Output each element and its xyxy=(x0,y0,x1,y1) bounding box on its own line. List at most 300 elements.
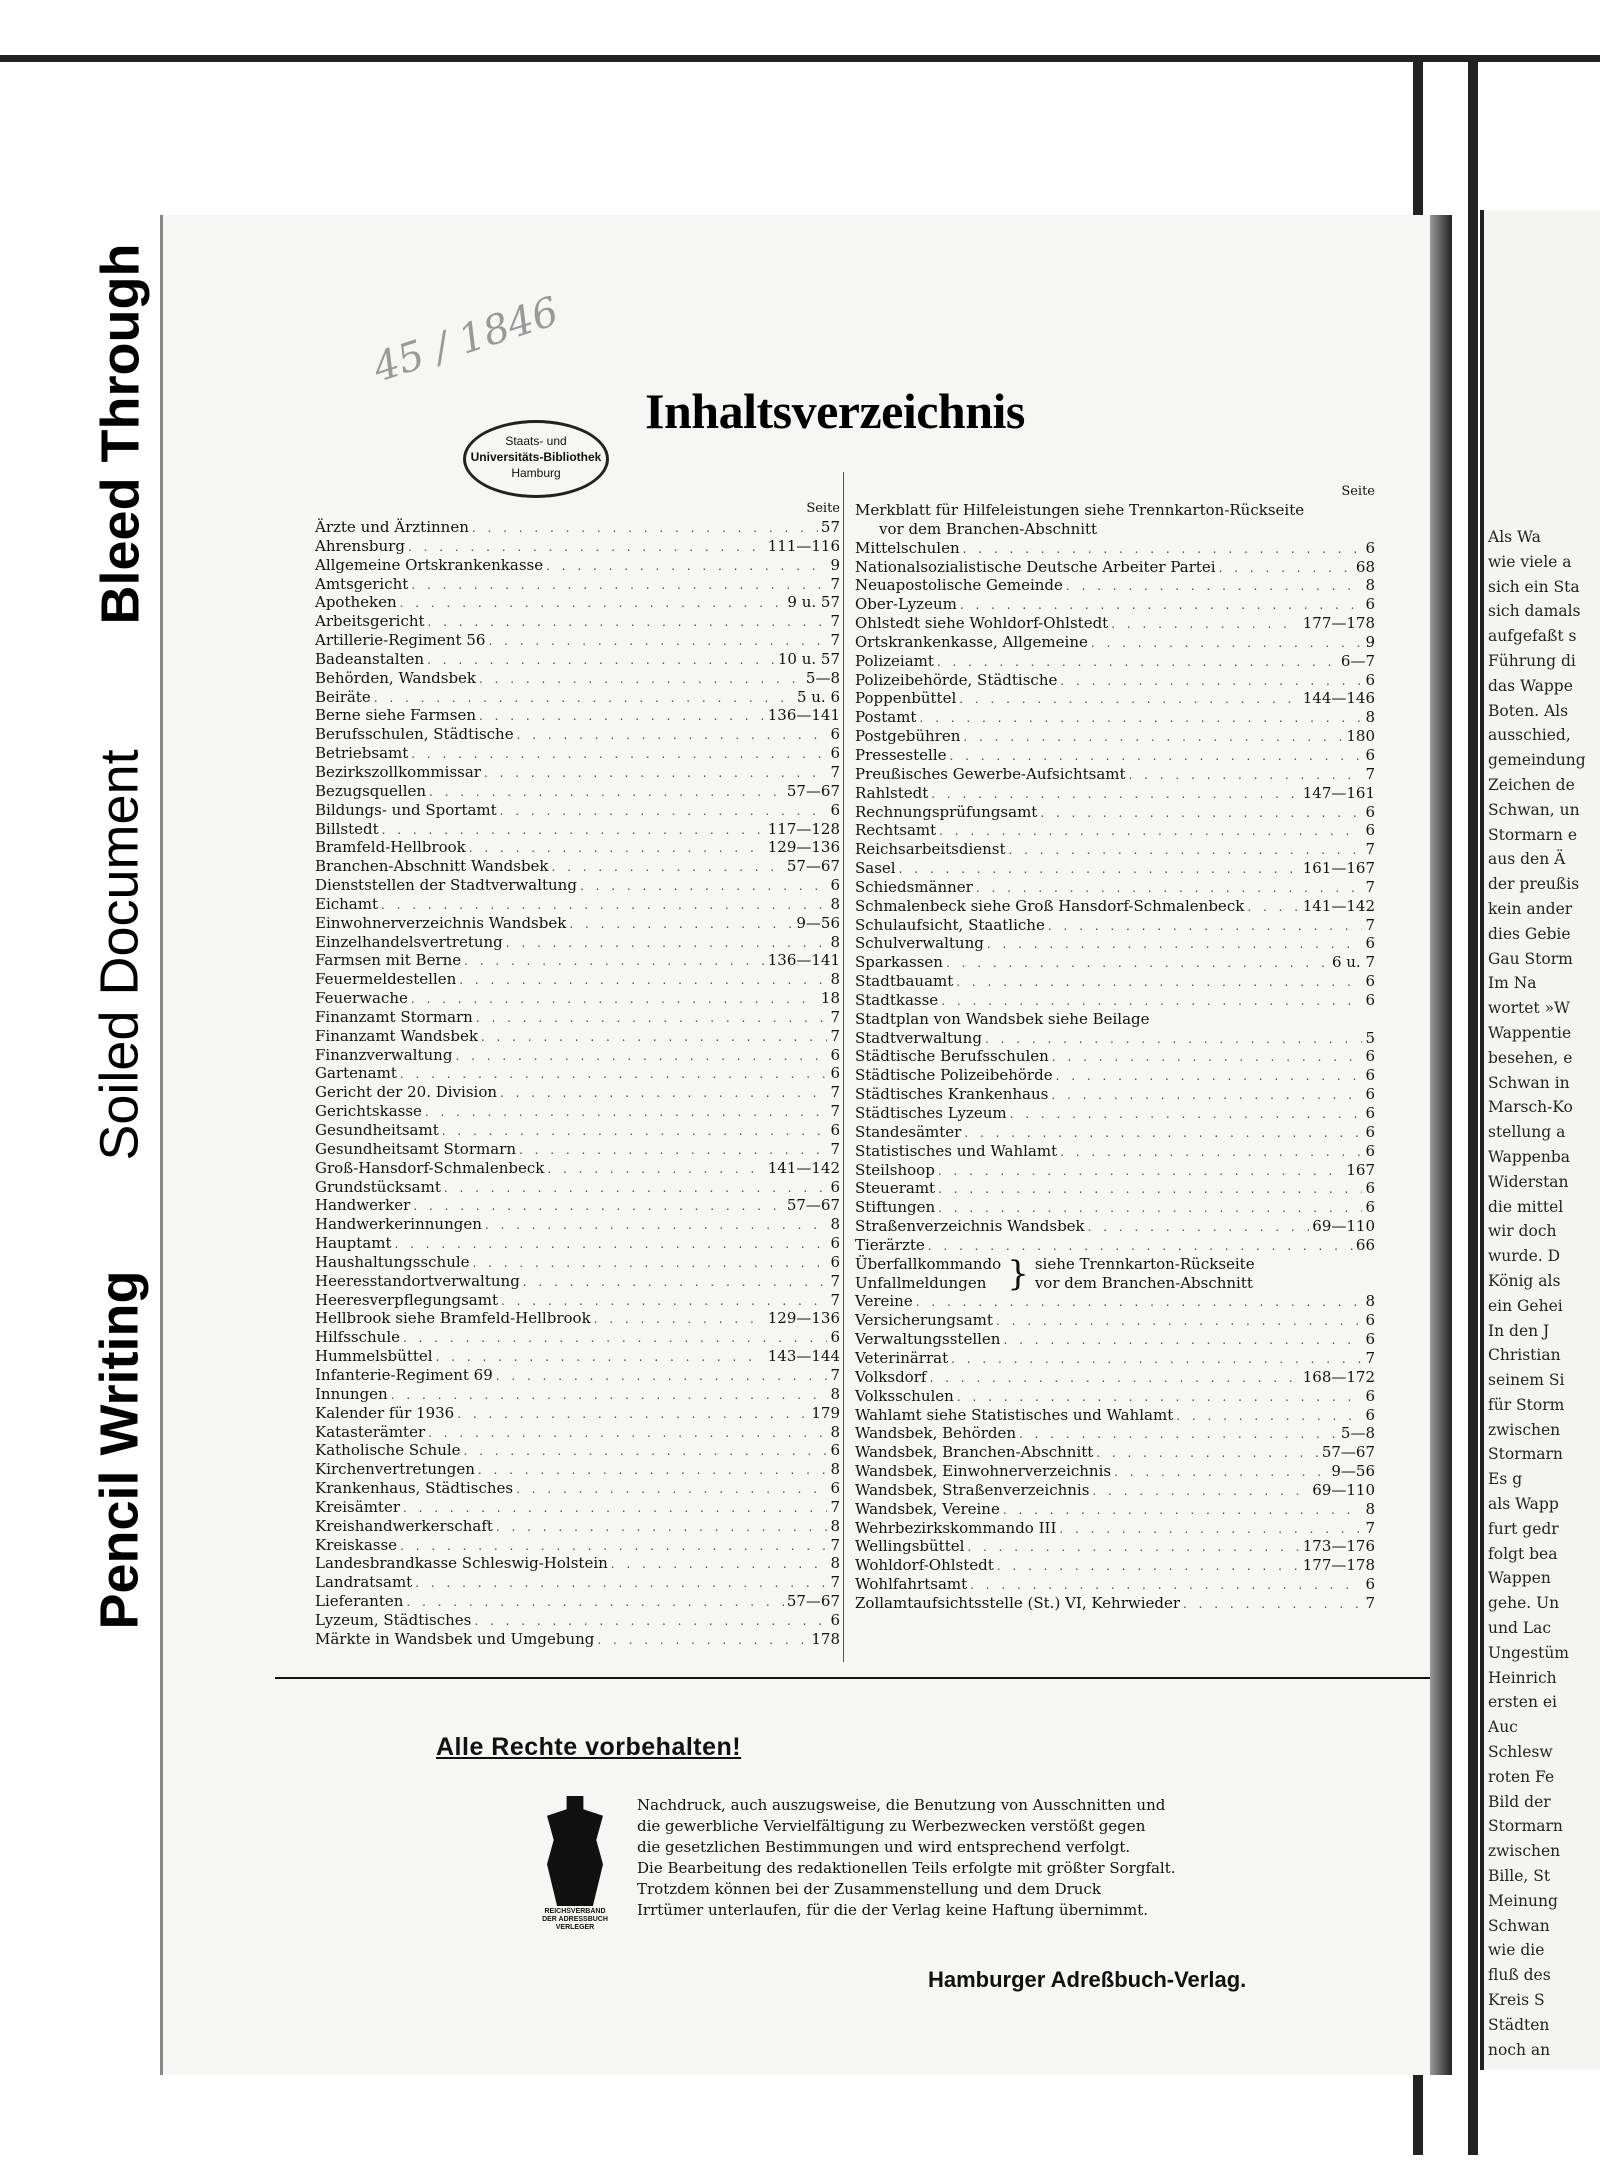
entry-title: Gartenamt xyxy=(315,1064,397,1083)
dot-leader xyxy=(411,576,827,595)
dot-leader xyxy=(959,690,1299,709)
entry-page: 8 xyxy=(1365,576,1375,595)
entry-page: 8 xyxy=(830,1422,840,1441)
facing-page-line: Stormarn e xyxy=(1488,825,1578,844)
entry-page: 8 xyxy=(830,970,840,989)
index-entry xyxy=(315,1083,840,1102)
facing-page-line: aus den Ä xyxy=(1488,850,1566,869)
dot-leader xyxy=(391,1386,828,1405)
entry-page: 6 xyxy=(830,1328,840,1347)
seite-header: Seite xyxy=(806,501,840,516)
logo-caption-line: DER ADRESSBUCH xyxy=(542,1916,608,1923)
entry-page: 6—7 xyxy=(1340,651,1375,670)
entry-page: 10 u. 57 xyxy=(777,649,840,668)
facing-page-line: Schwan in xyxy=(1488,1073,1570,1092)
index-entry xyxy=(855,784,1375,803)
index-entry xyxy=(315,1328,840,1347)
facing-page-line: furt gedr xyxy=(1488,1519,1559,1538)
entry-page: 8 xyxy=(830,1554,840,1573)
index-entry xyxy=(855,972,1375,991)
dot-leader xyxy=(931,785,1299,804)
entry-title: Schiedsmänner xyxy=(855,877,973,896)
stamp-line: Hamburg xyxy=(511,466,561,480)
dot-leader xyxy=(476,1009,828,1028)
index-entry xyxy=(855,1161,1375,1180)
index-entry xyxy=(315,669,840,688)
entry-page: 7 xyxy=(830,1083,840,1102)
dot-leader xyxy=(429,783,784,802)
entry-title: Schulaufsicht, Staatliche xyxy=(855,915,1045,934)
entry-title: Behörden, Wandsbek xyxy=(315,668,477,687)
index-entry xyxy=(855,652,1375,671)
dot-leader xyxy=(1088,1218,1310,1237)
index-entry xyxy=(315,1347,840,1366)
index-entry xyxy=(855,803,1375,822)
entry-title: Hilfsschule xyxy=(315,1328,401,1347)
entry-page: 6 xyxy=(1365,1066,1375,1085)
entry-title: Vereine xyxy=(855,1292,913,1311)
facing-page-line: dies Gebie xyxy=(1488,924,1571,943)
index-entry xyxy=(855,1029,1375,1048)
entry-title: Wandsbek, Vereine xyxy=(855,1499,1000,1518)
index-entry xyxy=(855,1481,1375,1500)
entry-page: 8 xyxy=(830,1384,840,1403)
entry-page: 7 xyxy=(1365,764,1375,783)
facing-page-line: Stormarn xyxy=(1488,1817,1563,1836)
entry-title: Steilshoop xyxy=(855,1160,935,1179)
entry-title: Amtsgericht xyxy=(315,574,409,593)
facing-page-line: In den J xyxy=(1488,1321,1550,1340)
entry-page: 7 xyxy=(830,762,840,781)
entry-page: 57—67 xyxy=(786,857,840,876)
dot-leader xyxy=(395,1235,828,1254)
index-entry xyxy=(315,518,840,537)
entry-page: 6 xyxy=(1365,802,1375,821)
entry-title: Wohldorf-Ohlstedt xyxy=(855,1556,994,1575)
dot-leader xyxy=(403,1329,827,1348)
entry-title: Schulverwaltung xyxy=(855,934,984,953)
entry-page: 69—110 xyxy=(1312,1217,1375,1236)
entry-page: 129—136 xyxy=(767,1309,840,1328)
dot-leader xyxy=(496,1518,828,1537)
entry-title: Poppenbüttel xyxy=(855,689,957,708)
entry-title: Stadtplan von Wandsbek siehe Beilage xyxy=(855,1009,1150,1028)
dot-leader xyxy=(1056,1067,1363,1086)
dot-leader xyxy=(1114,1463,1328,1482)
dot-leader xyxy=(382,821,765,840)
entry-title: Finanzamt Wandsbek xyxy=(315,1026,478,1045)
dot-leader xyxy=(970,1576,1362,1595)
index-entry xyxy=(315,1046,840,1065)
stamp-line: Universitäts-Bibliothek xyxy=(470,450,602,464)
dot-leader xyxy=(928,1237,1353,1256)
entry-page: 57—67 xyxy=(786,781,840,800)
index-entry xyxy=(315,1178,840,1197)
dot-leader xyxy=(501,1292,827,1311)
page-title: Inhaltsverzeichnis xyxy=(645,383,1025,439)
entry-page: 173—176 xyxy=(1302,1537,1375,1556)
brace-entry-label: Unfallmeldungen xyxy=(855,1273,987,1292)
entry-page: 136—141 xyxy=(767,706,840,725)
dot-leader xyxy=(496,1367,828,1386)
entry-title: Innungen xyxy=(315,1384,388,1403)
facing-page-text xyxy=(1488,525,1586,2062)
dot-leader xyxy=(1059,1520,1362,1539)
dot-leader xyxy=(488,632,827,651)
facing-page-line: wurde. D xyxy=(1488,1247,1561,1266)
entry-title: Beiräte xyxy=(315,687,371,706)
pencil-note: 45 / 1846 xyxy=(367,288,565,392)
dot-leader xyxy=(485,1216,828,1235)
dot-leader xyxy=(996,1312,1363,1331)
entry-page: 7 xyxy=(830,1007,840,1026)
facing-page-line: das Wappe xyxy=(1488,676,1573,695)
entry-title: Einwohnerverzeichnis Wandsbek xyxy=(315,913,567,932)
index-entry xyxy=(315,1630,840,1649)
entry-title: Groß-Hansdorf-Schmalenbeck xyxy=(315,1158,545,1177)
entry-title: Handwerker xyxy=(315,1196,411,1215)
entry-title: Landratsamt xyxy=(315,1573,413,1592)
entry-page: 7 xyxy=(1365,1518,1375,1537)
entry-title: Infanterie-Regiment 69 xyxy=(315,1365,493,1384)
dot-leader xyxy=(1129,766,1363,785)
facing-page-line: fluß des xyxy=(1488,1966,1551,1985)
entry-title: Hellbrook siehe Bramfeld-Hellbrook xyxy=(315,1309,591,1328)
entry-page: 6 xyxy=(1365,1104,1375,1122)
dot-leader xyxy=(469,839,765,858)
notice-line: Nachdruck, auch auszugsweise, die Benutzung von Ausschnitten und xyxy=(637,1796,1166,1814)
index-entry xyxy=(315,593,840,612)
entry-title: Standesämter xyxy=(855,1122,962,1141)
notice-line: Die Bearbeitung des redaktionellen Teils erfolgte mit größter Sorgfalt. xyxy=(637,1859,1176,1877)
facing-page-line: Wappenba xyxy=(1488,1147,1570,1166)
entry-page: 5—8 xyxy=(805,668,840,687)
dot-leader xyxy=(473,1254,828,1273)
facing-page-line: die mittel xyxy=(1488,1197,1564,1216)
dot-leader xyxy=(481,1028,828,1047)
entry-title: Feuerwache xyxy=(315,989,408,1008)
dot-leader xyxy=(403,1499,827,1518)
entry-page: 57—67 xyxy=(786,1592,840,1611)
entry-page: 7 xyxy=(830,1365,840,1384)
index-entry xyxy=(855,539,1375,558)
facing-page-line: Bild der xyxy=(1488,1792,1551,1811)
index-entry xyxy=(315,1479,840,1498)
index-entry xyxy=(855,1500,1375,1519)
page-gutter-shadow xyxy=(1430,215,1452,2075)
entry-page: 8 xyxy=(1365,708,1375,727)
entry-page: 6 xyxy=(1365,1141,1375,1160)
dot-leader xyxy=(411,745,827,764)
entry-page: 7 xyxy=(830,612,840,631)
index-entry xyxy=(855,765,1375,784)
dot-leader xyxy=(517,726,828,745)
entry-page: 9—56 xyxy=(1331,1462,1375,1481)
index-entry xyxy=(855,1123,1375,1142)
index-entry xyxy=(855,840,1375,859)
entry-page: 7 xyxy=(830,631,840,650)
dot-leader xyxy=(569,915,793,934)
facing-page-line: der preußis xyxy=(1488,875,1580,894)
entry-page: 141—142 xyxy=(1302,896,1375,915)
index-entry xyxy=(855,859,1375,878)
index-entry xyxy=(855,916,1375,935)
index-entry xyxy=(315,631,840,650)
entry-page: 6 xyxy=(1365,538,1375,557)
entry-title: Apotheken xyxy=(315,593,397,612)
entry-title: Kreishandwerkerschaft xyxy=(315,1516,493,1535)
entry-page: 6 xyxy=(1365,595,1375,614)
index-entry xyxy=(315,1234,840,1253)
entry-page: 9 xyxy=(1365,632,1375,651)
dot-leader xyxy=(963,540,1363,559)
index-entry xyxy=(855,671,1375,690)
index-entry xyxy=(315,537,840,556)
index-entry xyxy=(855,934,1375,953)
entry-page: 178 xyxy=(811,1629,840,1648)
index-entry xyxy=(855,1010,1375,1029)
dot-leader xyxy=(428,1424,827,1443)
entry-title: Sparkassen xyxy=(855,953,943,972)
logo-caption-line: REICHSVERBAND xyxy=(544,1908,606,1915)
facing-page-line: Heinrich xyxy=(1488,1668,1557,1687)
index-entry xyxy=(315,763,840,782)
entry-page: 6 xyxy=(1365,745,1375,764)
index-entry xyxy=(315,1196,840,1215)
notice-line: Irrtümer unterlaufen, für die der Verlag keine Haftung übernimmt. xyxy=(637,1901,1149,1919)
facing-page-line: Meinung xyxy=(1488,1891,1558,1910)
dot-leader xyxy=(960,596,1363,615)
index-entry xyxy=(315,1121,840,1140)
facing-page-line: ersten ei xyxy=(1488,1693,1557,1712)
index-entry xyxy=(855,1142,1375,1161)
entry-page: 6 xyxy=(1365,1330,1375,1349)
entry-title: Badeanstalten xyxy=(315,649,425,668)
dot-leader xyxy=(967,1538,1299,1557)
dot-leader xyxy=(408,538,765,557)
stamp-line: Staats- und xyxy=(505,434,567,448)
entry-page: 6 xyxy=(1365,1047,1375,1066)
dot-leader xyxy=(500,802,828,821)
dot-leader xyxy=(1051,1086,1362,1105)
entry-title: Neuapostolische Gemeinde xyxy=(855,576,1063,595)
index-entry xyxy=(855,1537,1375,1556)
dot-leader xyxy=(444,1179,828,1198)
entry-title: Bezugsquellen xyxy=(315,781,427,800)
entry-title: Veterinärrat xyxy=(855,1348,949,1367)
entry-page: 7 xyxy=(830,1139,840,1158)
entry-title: Wohlfahrtsamt xyxy=(855,1575,968,1594)
entry-title: Polizeibehörde, Städtische xyxy=(855,670,1058,689)
dot-leader xyxy=(1048,917,1363,936)
entry-page: 6 u. 7 xyxy=(1331,953,1375,972)
entry-page: 7 xyxy=(1365,915,1375,934)
entry-title: Bramfeld-Hellbrook xyxy=(315,838,466,857)
entry-page: 7 xyxy=(830,574,840,593)
entry-title: Dienststellen der Stadtverwaltung xyxy=(315,876,577,895)
dot-leader xyxy=(436,1348,765,1367)
index-entry xyxy=(315,725,840,744)
entry-page: 7 xyxy=(1365,1348,1375,1367)
side-label-bleed-through: Bleed Through xyxy=(78,218,162,650)
index-entry xyxy=(855,1085,1375,1104)
dot-leader xyxy=(472,519,818,538)
eagle-emblem-icon xyxy=(547,1796,603,1906)
entry-page: 6 xyxy=(830,1479,840,1498)
dot-leader xyxy=(479,707,765,726)
entry-page: 143—144 xyxy=(767,1347,840,1366)
facing-page-line: besehen, e xyxy=(1488,1048,1573,1067)
index-entry xyxy=(315,801,840,820)
entry-title: Farmsen mit Berne xyxy=(315,951,462,970)
entry-title: Bezirkszollkommissar xyxy=(315,762,481,781)
facing-page-line: wie die xyxy=(1488,1941,1545,1960)
column-divider xyxy=(843,472,844,1662)
dot-leader xyxy=(1052,1048,1363,1067)
facing-page-line: Städten xyxy=(1488,2015,1550,2034)
entry-title: Wandsbek, Straßenverzeichnis xyxy=(855,1480,1090,1499)
entry-page: 177—178 xyxy=(1302,1556,1375,1575)
entry-page: 136—141 xyxy=(767,951,840,970)
index-entry xyxy=(855,746,1375,765)
entry-title: Gerichtskasse xyxy=(315,1102,422,1121)
entry-title: Berufsschulen, Städtische xyxy=(315,725,514,744)
logo-caption-line: VERLEGER xyxy=(555,1924,595,1931)
rights-heading: Alle Rechte vorbehalten! xyxy=(436,1733,742,1761)
entry-title: Ortskrankenkasse, Allgemeine xyxy=(855,632,1088,651)
dot-leader xyxy=(516,1480,827,1499)
entry-page: 6 xyxy=(1365,1179,1375,1198)
index-entry xyxy=(855,1519,1375,1538)
dot-leader xyxy=(950,747,1363,766)
dot-leader xyxy=(919,709,1362,728)
index-entry xyxy=(855,821,1375,840)
facing-page-line: zwischen xyxy=(1488,1420,1561,1439)
facing-page-line: sich damals xyxy=(1488,602,1581,621)
entry-page: 177—178 xyxy=(1302,614,1375,633)
entry-title: Mittelschulen xyxy=(855,538,960,557)
facing-page-line: gemeindung xyxy=(1488,751,1586,770)
entry-page: 7 xyxy=(830,1573,840,1592)
dot-leader xyxy=(946,954,1329,973)
entry-page: 8 xyxy=(830,1460,840,1479)
index-entry xyxy=(855,727,1375,746)
entry-title: Kirchenvertretungen xyxy=(315,1460,475,1479)
index-entry xyxy=(855,953,1375,972)
facing-page-line: seinem Si xyxy=(1488,1371,1565,1390)
index-entry xyxy=(315,1309,840,1328)
entry-title: Wellingsbüttel xyxy=(855,1537,965,1556)
entry-title: Märkte in Wandsbek und Umgebung xyxy=(315,1629,595,1648)
entry-title: Heeresverpflegungsamt xyxy=(315,1290,499,1309)
index-entry xyxy=(315,556,840,575)
dot-leader xyxy=(987,935,1363,954)
entry-title: Stadtkasse xyxy=(855,990,939,1009)
dot-leader xyxy=(938,1180,1362,1199)
seite-header: Seite xyxy=(1341,484,1375,499)
entry-title: Gesundheitsamt xyxy=(315,1121,439,1139)
brace-entry xyxy=(855,1255,1375,1293)
dot-leader xyxy=(899,860,1300,879)
entry-title: Stiftungen xyxy=(855,1198,936,1217)
facing-page-line: Wappentie xyxy=(1488,1023,1572,1042)
index-column-right xyxy=(855,483,1375,1613)
brace-entry-reference: siehe Trennkarton-Rückseite xyxy=(1034,1254,1255,1273)
dot-leader xyxy=(1111,615,1300,634)
entry-title: Pressestelle xyxy=(855,745,947,764)
index-entry xyxy=(315,1159,840,1178)
dot-leader xyxy=(374,689,794,708)
entry-page: 6 xyxy=(1365,1085,1375,1104)
index-entry xyxy=(855,633,1375,652)
facing-page-line: kein ander xyxy=(1488,899,1573,918)
facing-page-line: Schlesw xyxy=(1488,1743,1553,1762)
facing-page-line: wortet »W xyxy=(1488,999,1570,1018)
logo-caption xyxy=(537,1908,613,1932)
index-entry xyxy=(315,1064,840,1083)
dot-leader xyxy=(929,1369,1299,1388)
facing-page-line: ein Gehei xyxy=(1488,1296,1563,1315)
index-entry xyxy=(315,1498,840,1517)
entry-page: 6 xyxy=(830,800,840,819)
dot-leader xyxy=(1040,804,1362,823)
dot-leader xyxy=(941,992,1362,1011)
publisher-name: Hamburger Adreßbuch-Verlag. xyxy=(928,1967,1247,1992)
entry-page: 57—67 xyxy=(1321,1443,1375,1462)
dot-leader xyxy=(964,1124,1362,1143)
dot-leader xyxy=(1060,672,1362,691)
entry-title: Verwaltungsstellen xyxy=(855,1330,1001,1349)
notice-line: die gesetzlichen Bestimmungen und wird entsprechend verfolgt. xyxy=(637,1838,1131,1856)
facing-page-line: Widerstan xyxy=(1488,1172,1569,1191)
dot-leader xyxy=(427,651,775,670)
dot-leader xyxy=(594,1310,765,1329)
dot-leader xyxy=(1092,1482,1309,1501)
entry-title: Berne siehe Farmsen xyxy=(315,706,477,725)
index-entry xyxy=(315,1385,840,1404)
index-entry xyxy=(855,1368,1375,1387)
entry-page: 6 xyxy=(1365,821,1375,840)
entry-title: Krankenhaus, Städtisches xyxy=(315,1479,514,1498)
dot-leader xyxy=(484,764,827,783)
index-entry xyxy=(315,575,840,594)
index-entry xyxy=(855,1556,1375,1575)
entry-page: 6 xyxy=(1365,670,1375,689)
index-entry xyxy=(855,1104,1375,1123)
entry-title: Heeresstandortverwaltung xyxy=(315,1271,520,1290)
entry-title: Ober-Lyzeum xyxy=(855,595,957,614)
publisher-association-logo xyxy=(537,1796,613,1946)
entry-page: 141—142 xyxy=(767,1158,840,1177)
entry-page: 6 xyxy=(1365,972,1375,991)
entry-title: Rahlstedt xyxy=(855,783,929,802)
entry-page: 6 xyxy=(1365,1405,1375,1424)
entry-title: Handwerkerinnungen xyxy=(315,1215,482,1234)
dot-leader xyxy=(1019,1425,1338,1444)
dot-leader xyxy=(951,1350,1362,1369)
scan-top-edge xyxy=(0,0,1600,62)
index-entry xyxy=(315,1140,840,1159)
index-entry xyxy=(855,1594,1375,1613)
index-entry xyxy=(855,1575,1375,1594)
index-entry xyxy=(855,708,1375,727)
facing-page-line: Als Wa xyxy=(1488,528,1541,546)
facing-page-line: Es g xyxy=(1488,1470,1523,1489)
entry-title: Stadtbauamt xyxy=(855,972,954,991)
index-entry xyxy=(855,1217,1375,1236)
entry-title: Eichamt xyxy=(315,894,379,913)
dot-leader xyxy=(1003,1331,1362,1350)
